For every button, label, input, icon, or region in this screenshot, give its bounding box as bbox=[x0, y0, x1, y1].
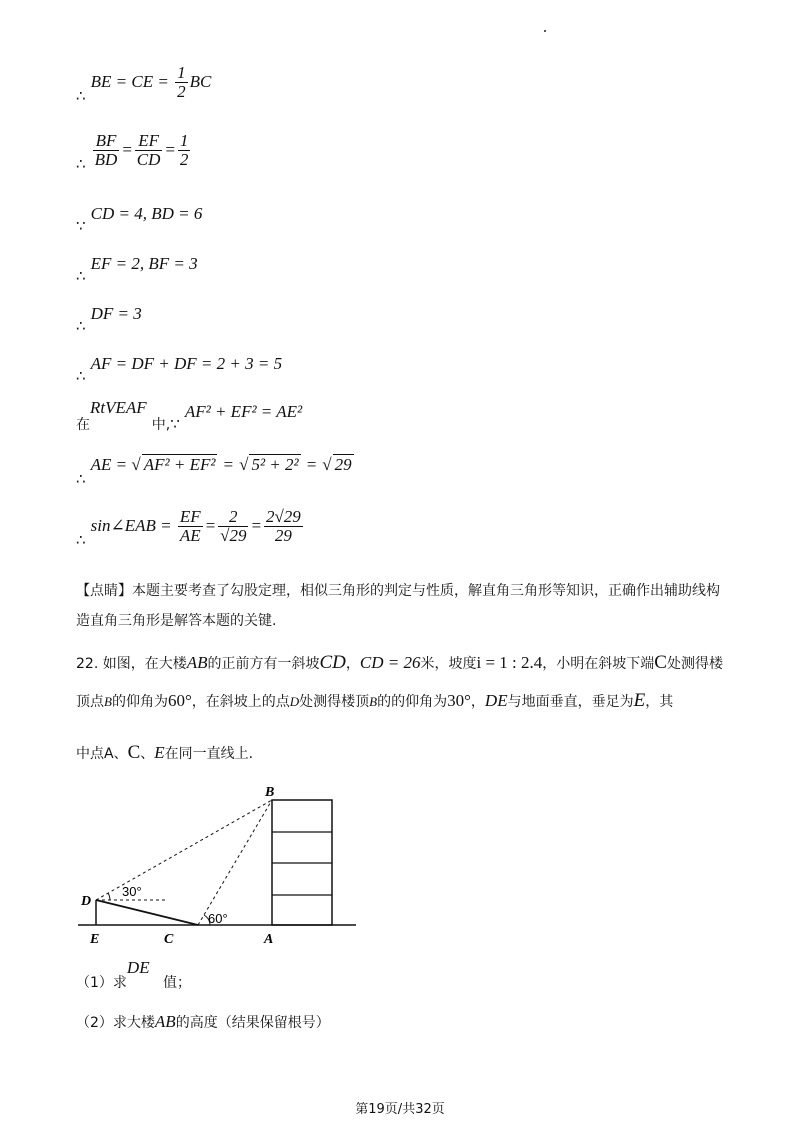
var: AB bbox=[154, 1012, 176, 1031]
text: 米，坡度 bbox=[420, 656, 477, 672]
numerator: BF bbox=[93, 132, 120, 151]
denominator: 2 bbox=[179, 150, 189, 169]
text: 、 bbox=[113, 746, 128, 762]
numerator: 2√29 bbox=[265, 507, 301, 526]
text: 与地面垂直，垂足为 bbox=[507, 694, 634, 710]
var: A bbox=[104, 746, 114, 762]
comment-text: 造直角三角形是解答本题的关键. bbox=[76, 613, 277, 629]
angle-value: 30° bbox=[447, 691, 471, 710]
radical-sign: √ bbox=[131, 455, 141, 474]
var: B bbox=[369, 694, 378, 709]
denominator: √29 bbox=[220, 526, 247, 545]
expr: sin∠EAB = bbox=[90, 516, 176, 535]
line-ef-bf bbox=[76, 254, 198, 285]
line-pythagoras bbox=[76, 398, 303, 433]
text: 的仰角为 bbox=[111, 694, 168, 710]
question-1 bbox=[76, 958, 191, 991]
text: ，小明在斜坡下端 bbox=[542, 656, 655, 672]
denominator: BD bbox=[94, 150, 118, 169]
label-c: C bbox=[164, 932, 174, 947]
text: 顶点 bbox=[76, 694, 104, 710]
radicand: 5² + 2² bbox=[251, 455, 299, 474]
var: AB bbox=[186, 653, 208, 672]
denominator: AE bbox=[179, 526, 201, 545]
label-d: D bbox=[81, 894, 92, 909]
radical-sign: √ bbox=[322, 455, 332, 474]
denominator: 29 bbox=[274, 526, 292, 545]
equals-sign: = bbox=[250, 516, 262, 535]
numerator: 1 bbox=[179, 131, 189, 150]
label-angle-60: 60° bbox=[208, 911, 228, 926]
text: 处测得楼顶 bbox=[299, 694, 370, 710]
line-cd-bd bbox=[76, 204, 203, 235]
therefore-symbol: ∴ bbox=[76, 470, 86, 488]
therefore-symbol: ∴ bbox=[76, 367, 86, 385]
sight-line-cb bbox=[198, 800, 272, 925]
problem-line-3 bbox=[76, 742, 253, 764]
numerator: EF bbox=[135, 132, 163, 151]
var: DE bbox=[126, 958, 150, 977]
page-speck bbox=[544, 30, 546, 32]
fraction bbox=[93, 132, 120, 169]
numerator: 1 bbox=[177, 63, 186, 82]
expr: AF = DF + DF = 2 + 3 = 5 bbox=[90, 354, 283, 373]
text: 中点 bbox=[76, 746, 104, 762]
line-df bbox=[76, 304, 142, 335]
var: CD bbox=[319, 652, 346, 673]
text: （1）求 bbox=[76, 975, 127, 991]
radicand: 29 bbox=[334, 455, 352, 474]
numerator: EF bbox=[179, 507, 201, 526]
radicand: AF² + EF² bbox=[143, 455, 216, 474]
therefore-symbol: ∴ bbox=[76, 317, 86, 335]
fraction bbox=[175, 64, 188, 101]
text: 中, bbox=[151, 417, 171, 433]
therefore-symbol: ∴ bbox=[76, 531, 86, 549]
expr: CD = 4, BD = 6 bbox=[90, 204, 203, 223]
text: 在 bbox=[76, 417, 90, 433]
equals-sign: = bbox=[305, 455, 318, 474]
comment-text: 本题主要考查了勾股定理，相似三角形的判定与性质，解直角三角形等知识，正确作出辅助线构 bbox=[132, 583, 720, 599]
line-af bbox=[76, 354, 283, 385]
expr: EF = 2, BF = 3 bbox=[90, 254, 198, 273]
equals-sign: = bbox=[204, 516, 217, 535]
text: 值； bbox=[162, 975, 191, 991]
numerator: 2 bbox=[218, 508, 248, 527]
text: 、 bbox=[140, 746, 155, 762]
radical-sign: √ bbox=[239, 455, 249, 474]
slope-dc bbox=[96, 900, 198, 925]
therefore-symbol: ∴ bbox=[76, 267, 86, 285]
text: ，其 bbox=[645, 694, 674, 710]
fraction bbox=[135, 132, 163, 169]
comment-line-1 bbox=[76, 580, 720, 600]
question-2 bbox=[76, 1012, 330, 1032]
equals-sign: = bbox=[121, 140, 133, 159]
fraction bbox=[178, 132, 191, 169]
denominator: CD bbox=[136, 150, 161, 169]
text: 处测得楼 bbox=[666, 656, 723, 672]
text: ，在斜坡上的点 bbox=[191, 694, 290, 710]
expr: AE = bbox=[90, 455, 132, 474]
label-angle-30: 30° bbox=[122, 884, 142, 899]
text: 的高度（结果保留根号） bbox=[175, 1015, 330, 1031]
expr: BE = CE = bbox=[90, 72, 174, 91]
problem-line-1 bbox=[76, 652, 723, 674]
line-be-ce bbox=[76, 63, 212, 105]
expr: DF = 3 bbox=[90, 304, 142, 323]
label-e: E bbox=[90, 932, 100, 947]
var: E bbox=[633, 690, 646, 711]
var: D bbox=[289, 694, 300, 709]
therefore-symbol: ∴ bbox=[76, 87, 86, 105]
fraction bbox=[178, 508, 203, 545]
problem-line-2 bbox=[76, 690, 673, 712]
line-ae bbox=[76, 454, 354, 488]
slope-value: i = 1 : 2.4 bbox=[476, 653, 543, 672]
fraction bbox=[218, 508, 248, 545]
var: B bbox=[104, 694, 112, 709]
angle-value: 60° bbox=[167, 691, 192, 710]
text: ， bbox=[470, 694, 485, 710]
text: （2）求大楼 bbox=[76, 1015, 155, 1031]
var: C bbox=[127, 742, 141, 763]
expr: AF² + EF² = AE² bbox=[184, 402, 303, 421]
line-sin bbox=[76, 507, 305, 549]
fraction bbox=[264, 508, 303, 545]
text: 的的仰角为 bbox=[377, 694, 448, 710]
label-a: A bbox=[264, 932, 274, 947]
var: C bbox=[654, 652, 667, 673]
text: 22. 如图，在大楼 bbox=[76, 656, 187, 672]
geometry-figure bbox=[78, 778, 358, 950]
because-symbol: ∵ bbox=[170, 415, 180, 433]
line-ratio bbox=[76, 131, 192, 173]
because-symbol: ∵ bbox=[76, 217, 86, 235]
expr: BC bbox=[189, 72, 212, 91]
comment-tag: 【点睛】 bbox=[76, 583, 132, 599]
text: 的正前方有一斜坡 bbox=[207, 656, 320, 672]
text: 在同一直线上. bbox=[164, 746, 254, 762]
var: DE bbox=[484, 691, 508, 710]
var: E bbox=[154, 743, 165, 762]
text: ， bbox=[345, 656, 360, 672]
therefore-symbol: ∴ bbox=[76, 155, 86, 173]
page-footer: 第19页/共32页 bbox=[355, 1102, 445, 1117]
equals-sign: = bbox=[164, 140, 176, 159]
triangle-name: RtVEAF bbox=[90, 398, 147, 417]
label-b: B bbox=[265, 785, 275, 800]
equals-sign: = bbox=[222, 455, 235, 474]
comment-line-2 bbox=[76, 610, 276, 630]
denominator: 2 bbox=[177, 82, 186, 101]
angle-arc-30 bbox=[108, 893, 110, 900]
var: CD = 26 bbox=[359, 653, 421, 672]
